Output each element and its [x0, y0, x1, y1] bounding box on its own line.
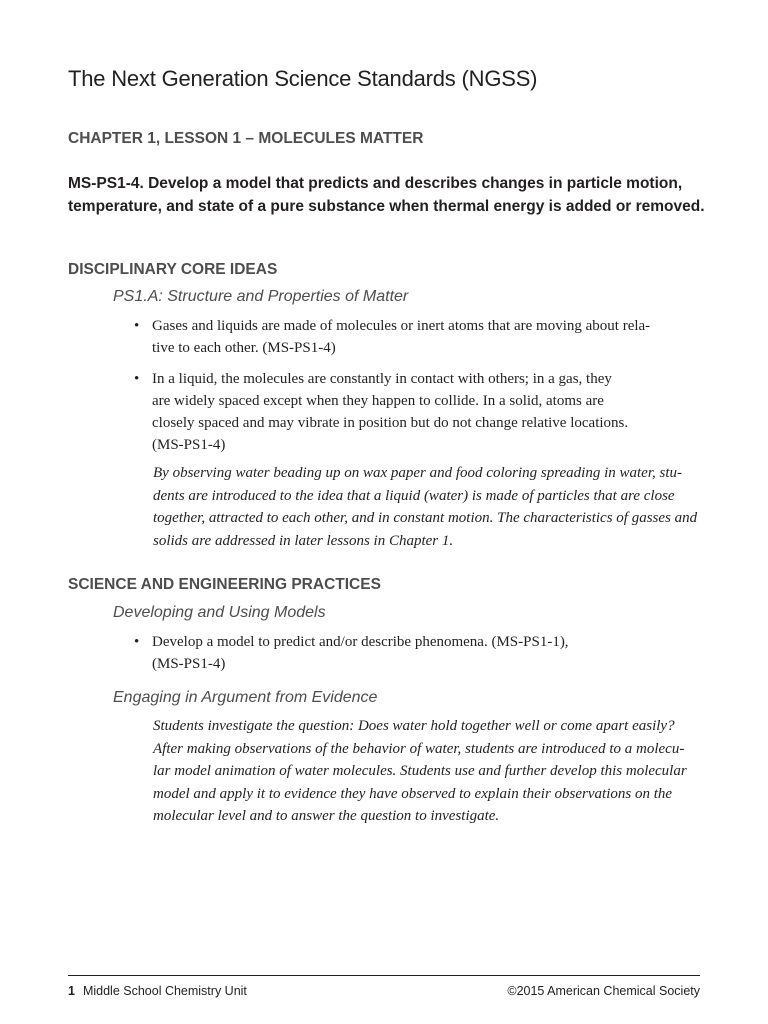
list-item-text: Develop a model to predict and/or describe phenomena. (MS-PS1-1), (MS-PS1-4): [152, 634, 569, 672]
dci-bullet-list-2: [134, 368, 714, 456]
sep-heading: SCIENCE AND ENGINEERING PRACTICES: [68, 576, 381, 593]
list-item-text: Gases and liquids are made of molecules or inert atoms that are moving about rela- tive to each other. (MS-PS1-4): [152, 318, 651, 356]
list-item: [134, 368, 714, 456]
sep-subheading-argument: Engaging in Argument from Evidence: [113, 689, 378, 706]
footer-divider: [68, 975, 700, 976]
bullet-icon: •: [134, 371, 140, 387]
sep-subheading-models: Developing and Using Models: [113, 604, 326, 621]
dci-bullet-list: [134, 315, 714, 359]
standard-statement: MS-PS1-4. Develop a model that predicts and describes changes in particle motion, temperature, and state of a pure substance when thermal energy is added or removed.: [68, 175, 705, 215]
footer-copyright: ©2015 American Chemical Society: [507, 984, 700, 998]
list-item-text: In a liquid, the molecules are constantly in contact with others; in a gas, they are widely spaced except when they happen to collide. In a solid, atoms are closely spaced and may vibrate in position but do not change relative locations. (MS-PS1-4): [152, 371, 629, 453]
footer-left: [68, 984, 247, 998]
dci-subheading: PS1.A: Structure and Properties of Matter: [113, 288, 409, 305]
page-number: 1: [68, 984, 75, 998]
bullet-icon: •: [134, 634, 140, 650]
sep-note: Students investigate the question: Does water hold together well or come apart easily? After making observations of the behavior of water, students are introduced to a molecu- lar model animation of water molecules. Students use and further develop this molecular model and apply it to evidence they have observed to explain their observations on the molecular level and to answer the question to investigate.: [153, 718, 687, 824]
chapter-heading: CHAPTER 1, LESSON 1 – MOLECULES MATTER: [68, 130, 424, 147]
dci-note: By observing water beading up on wax paper and food coloring spreading in water, stu- dents are introduced to the idea that a liquid (water) is made of particles that are close together, attracted to each other, and in constant motion. The characteristics of gasses and solids are addressed in later lessons in Chapter 1.: [153, 465, 698, 549]
sep-bullet-list: [134, 631, 714, 675]
page-title: The Next Generation Science Standards (NGSS): [68, 66, 538, 91]
dci-heading: DISCIPLINARY CORE IDEAS: [68, 261, 278, 278]
list-item: [134, 315, 714, 359]
bullet-icon: •: [134, 318, 140, 334]
footer-unit-name: Middle School Chemistry Unit: [82, 984, 247, 998]
list-item: [134, 631, 714, 675]
